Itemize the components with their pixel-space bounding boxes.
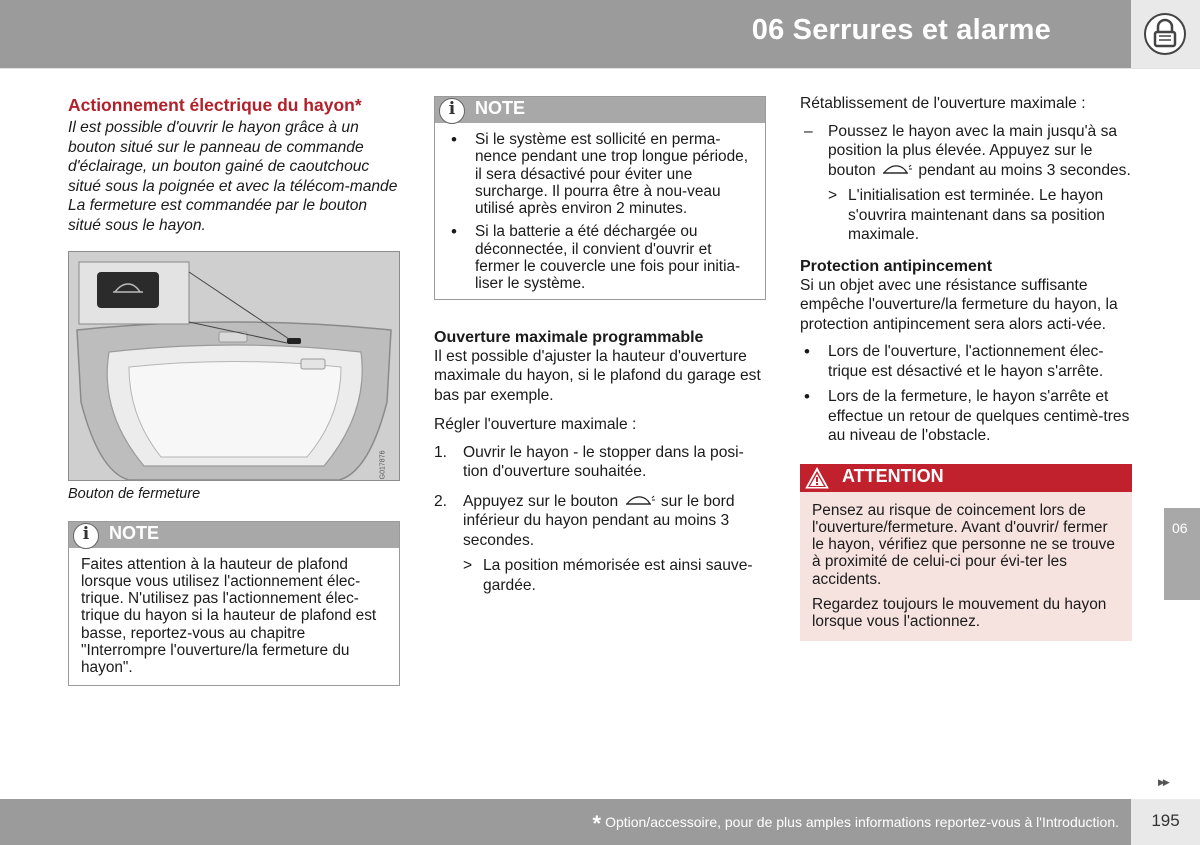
- tailgate-illustration: [69, 252, 399, 480]
- note-header: [435, 97, 765, 123]
- padlock-icon: [1143, 12, 1187, 56]
- chapter-icon-box: [1131, 0, 1200, 68]
- note-body: [435, 123, 765, 299]
- list-item: • Si le système est sollicité en perma-nence pendant une trop longue période, il sera désactivé pour éviter une surcharge. Il pourra être à nou-veau utilisé après environ 2 minutes.: [447, 131, 755, 217]
- info-icon: i: [439, 98, 465, 124]
- footer-text: Option/accessoire, pour de plus amples informations reportez-vous à l'Introduction.: [605, 814, 1119, 830]
- chapter-tab-label: 06: [1172, 520, 1188, 536]
- result-marker: >: [463, 557, 473, 575]
- list-item: • Lors de la fermeture, le hayon s'arrête et effectue un retour de quelques centimè-tres au niveau de l'obstacle.: [800, 387, 1132, 446]
- note-header: [69, 522, 399, 548]
- column-right: [800, 94, 1132, 641]
- tailgate-button-icon: [882, 163, 912, 177]
- figure-code: G017876: [379, 450, 387, 479]
- note-box: [434, 96, 766, 300]
- reset-text-after: pendant au moins 3 secondes.: [918, 161, 1131, 179]
- chapter-title: 06 Serrures et alarme: [751, 14, 1051, 46]
- figure-caption: Bouton de fermeture: [68, 486, 201, 502]
- protection-title: Protection antipincement: [800, 257, 993, 275]
- warning-body: [800, 492, 1132, 641]
- warning-label: ATTENTION: [842, 465, 944, 486]
- chapter-header: [0, 0, 1131, 68]
- result-text: L'initialisation est terminée. Le hayon s'ouvrira maintenant dans sa position maximale.: [848, 187, 1105, 243]
- warning-header: [800, 464, 1132, 492]
- step-item: [434, 492, 766, 596]
- step-result: [463, 556, 766, 595]
- step-number: 1.: [434, 443, 448, 461]
- note-label: NOTE: [109, 522, 160, 543]
- page-number: 195: [1151, 811, 1180, 830]
- tailgate-button-icon: [625, 494, 655, 508]
- reset-result: [828, 186, 1132, 245]
- footer-note: [593, 811, 1120, 837]
- reset-label: Rétablissement de l'ouverture maximale :: [800, 95, 1086, 112]
- step-text: Ouvrir le hayon - le stopper dans la posi-tion d'ouverture souhaitée.: [463, 443, 744, 481]
- step-text-after: sur le bord inférieur du hayon pendant au moins 3 secondes.: [463, 492, 735, 549]
- reset-text-before: Poussez le hayon avec la main jusqu'à sa position la plus élevée. Appuyez sur le bouton: [828, 122, 1118, 179]
- note-text: Faites attention à la hauteur de plafond lorsque vous utilisez l'actionnement élec-trique. N'utilisez pas l'actionnement élec-trique du hayon si la hauteur de plafond est basse, reportez-vous au chapitre "Interrompre l'ouverture/la fermeture du hayon".: [81, 555, 377, 677]
- protection-list: [800, 342, 1132, 446]
- note-box: [68, 521, 400, 686]
- reset-step: [800, 122, 1132, 245]
- footer-star: *: [592, 811, 602, 836]
- list-item: • Si la batterie a été déchargée ou déconnectée, il convient d'ouvrir et fermer le couvercle une fois pour initia-liser le système.: [447, 223, 755, 292]
- list-item: • Lors de l'ouverture, l'actionnement élec-trique est désactivé et le hayon s'arrête.: [800, 342, 1132, 381]
- subsection-text: Il est possible d'ajuster la hauteur d'ouverture maximale du hayon, si le plafond du garage est bas par exemple.: [434, 347, 761, 404]
- chapter-tab[interactable]: [1164, 508, 1200, 600]
- protection-text: Si un objet avec une résistance suffisante empêche l'ouverture/la fermeture du hayon, la protection antipincement sera alors acti-vée.: [800, 276, 1118, 333]
- subsection-title: Ouverture maximale programmable: [434, 328, 704, 346]
- step-number: 2.: [434, 492, 448, 510]
- info-icon: i: [73, 523, 99, 549]
- next-page-icon: ▶▶: [1158, 777, 1168, 787]
- warning-box: [800, 464, 1132, 641]
- step-item: [434, 443, 766, 482]
- result-marker: >: [828, 187, 838, 204]
- adjust-label: Régler l'ouverture maximale :: [434, 416, 637, 434]
- dash-marker: –: [804, 122, 813, 140]
- note-list: [447, 131, 755, 293]
- warning-icon: [804, 466, 830, 490]
- column-left: [68, 94, 400, 686]
- column-middle: [434, 96, 766, 605]
- header-divider: [0, 68, 1200, 69]
- section-title: Actionnement électrique du hayon*: [68, 95, 362, 115]
- page-footer: [0, 799, 1131, 845]
- page-number-box: [1131, 799, 1200, 845]
- section-intro: Il est possible d'ouvrir le hayon grâce à un bouton situé sur le panneau de commande d'éclairage, un bouton gainé de caoutchouc situé sous la poignée et avec la télécom-mande La fermeture est commandée par le bouton situé sous le hayon.: [68, 119, 398, 234]
- note-label: NOTE: [475, 98, 526, 118]
- steps-list: [434, 443, 766, 596]
- warning-text: Pensez au risque de coincement lors de l'ouverture/fermeture. Avant d'ouvrir/ fermer le hayon, vérifiez que personne ne se trouve à proximité de celui-ci pour évi-ter les accidents.: [812, 501, 1115, 588]
- step-text-before: Appuyez sur le bouton: [463, 492, 619, 510]
- tailgate-figure: [68, 251, 400, 481]
- warning-text: Regardez toujours le mouvement du hayon lorsque vous l'actionnez.: [812, 595, 1107, 631]
- result-text: La position mémorisée est ainsi sauve-gardée.: [483, 557, 753, 594]
